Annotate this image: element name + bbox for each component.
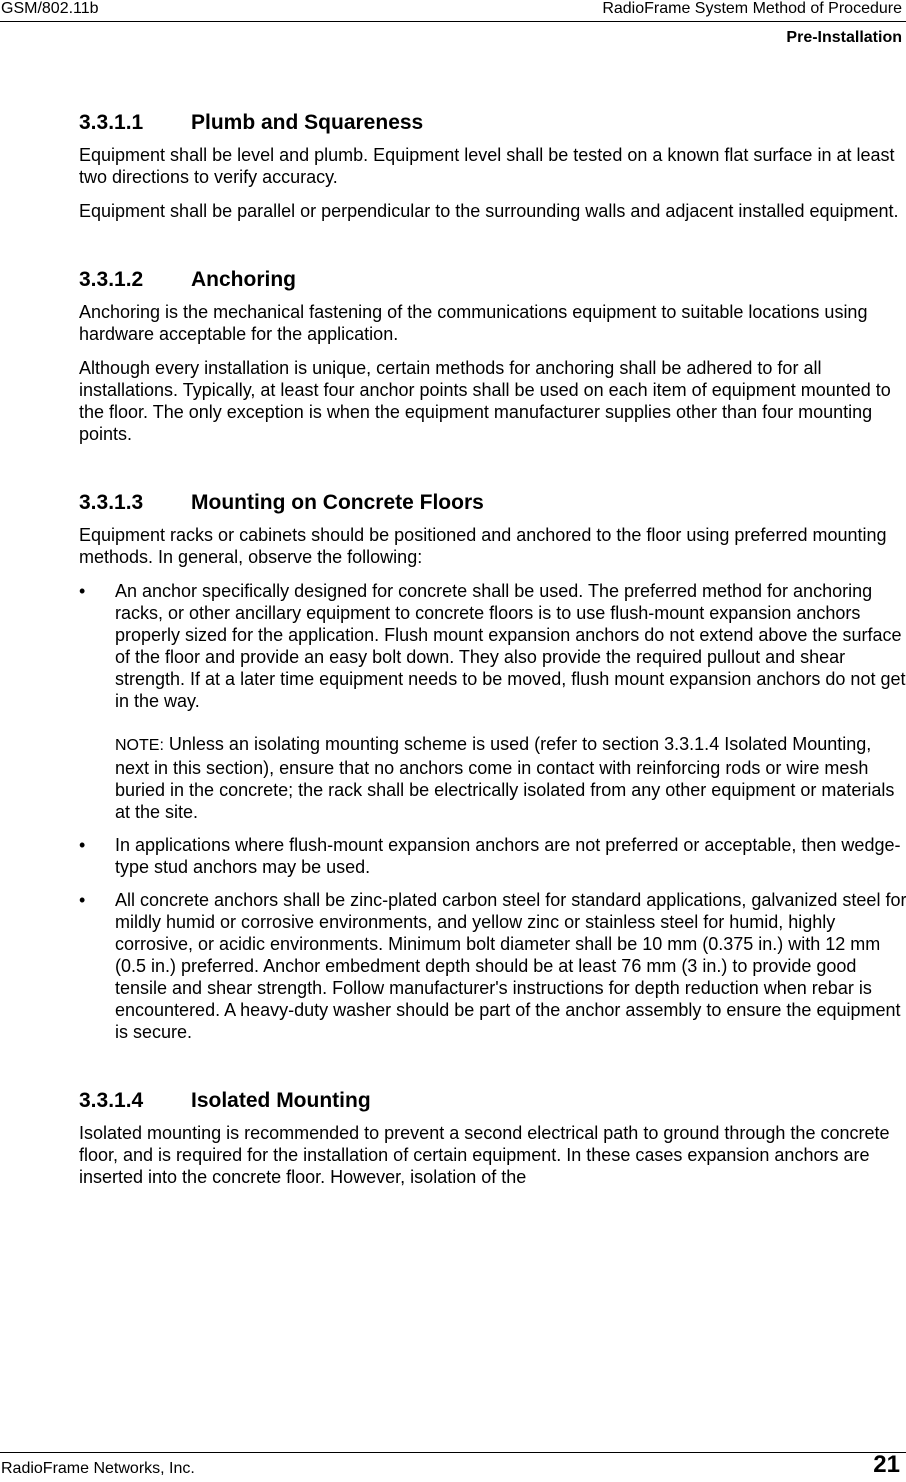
section-title: Isolated Mounting <box>191 1089 371 1112</box>
list-item <box>79 889 906 1043</box>
footer-company: RadioFrame Networks, Inc. <box>1 1460 195 1477</box>
footer-divider <box>0 1452 906 1453</box>
paragraph: Anchoring is the mechanical fastening of the communications equipment to suitable locations using hardware acceptable for the application. <box>79 302 868 344</box>
section-title: Plumb and Squareness <box>191 111 424 134</box>
page-number: 21 <box>873 1451 900 1478</box>
list-item-text: In applications where flush-mount expansion anchors are not preferred or acceptable, then wedge-type stud anchors may be used. <box>115 835 901 877</box>
header-divider <box>0 21 906 22</box>
paragraph: Although every installation is unique, certain methods for anchoring shall be adhered to for all installations. Typically, at least four anchor points shall be used on each item of equipment mounted to the floor. The only exception is when the equipment manufacturer supplies other than four mounting points. <box>79 358 891 444</box>
section-number: 3.3.1.3 <box>79 491 144 514</box>
section-heading-concrete-floors <box>79 489 906 516</box>
list-item <box>79 834 906 878</box>
list-item-text: An anchor specifically designed for concrete shall be used. The preferred method for anchoring racks, or other ancillary equipment to concrete floors is to use flush-mount expansion anchors properly sized for the application. Flush mount expansion anchors do not extend above the surface of the floor and provide an easy bolt down. They also provide the required pullout and shear strength. If at a later time equipment needs to be moved, flush mount expansion anchors do not get in the way. <box>115 581 906 711</box>
bullet-list <box>79 580 906 1043</box>
paragraph: Equipment shall be level and plumb. Equipment level shall be tested on a known flat surface in at least two directions to verify accuracy. <box>79 145 895 187</box>
note-label: NOTE: <box>115 737 164 754</box>
paragraph: Equipment shall be parallel or perpendicular to the surrounding walls and adjacent installed equipment. <box>79 201 899 221</box>
section-heading-isolated-mounting <box>79 1087 906 1114</box>
section-heading-anchoring <box>79 266 906 293</box>
section-heading-plumb <box>79 109 906 136</box>
document-body <box>79 109 906 1188</box>
section-number: 3.3.1.1 <box>79 111 144 134</box>
section-number: 3.3.1.2 <box>79 268 144 291</box>
header-document-title: RadioFrame System Method of Procedure <box>602 0 902 17</box>
bullet-icon: • <box>79 835 86 855</box>
header-section-name: Pre-Installation <box>786 29 902 46</box>
header-document-id: GSM/802.11b <box>1 0 99 17</box>
list-item <box>79 580 906 823</box>
paragraph: Isolated mounting is recommended to prevent a second electrical path to ground through the concrete floor, and is required for the installation of certain equipment. In these cases expansion anchors are inserted into the concrete floor. However, isolation of the <box>79 1123 890 1187</box>
list-item-text: All concrete anchors shall be zinc-plated carbon steel for standard applications, galvanized steel for mildly humid or corrosive environments, and yellow zinc or stainless steel for humid, highly corrosive, or acidic environments. Minimum bolt diameter shall be 10 mm (0.375 in.) with 12 mm (0.5 in.) preferred. Anchor embedment depth should be at least 76 mm (3 in.) to provide good tensile and shear strength. Follow manufacturer's instructions for depth reduction when rebar is encountered. A heavy-duty washer should be part of the anchor assembly to ensure the equipment is secure. <box>115 890 906 1042</box>
section-title: Anchoring <box>191 268 296 291</box>
note-text: Unless an isolating mounting scheme is used (refer to section 3.3.1.4 Isolated Mounting, next in this section), ensure that no anchors come in contact with reinforcing rods or wire mesh buried in the concrete; the rack shall be electrically isolated from any other equipment or materials at the site. <box>115 734 895 822</box>
section-number: 3.3.1.4 <box>79 1089 144 1112</box>
paragraph: Equipment racks or cabinets should be positioned and anchored to the floor using preferred mounting methods. In general, observe the following: <box>79 525 887 567</box>
note-block <box>115 733 906 823</box>
bullet-icon: • <box>79 581 86 601</box>
section-title: Mounting on Concrete Floors <box>191 491 484 514</box>
bullet-icon: • <box>79 890 86 910</box>
